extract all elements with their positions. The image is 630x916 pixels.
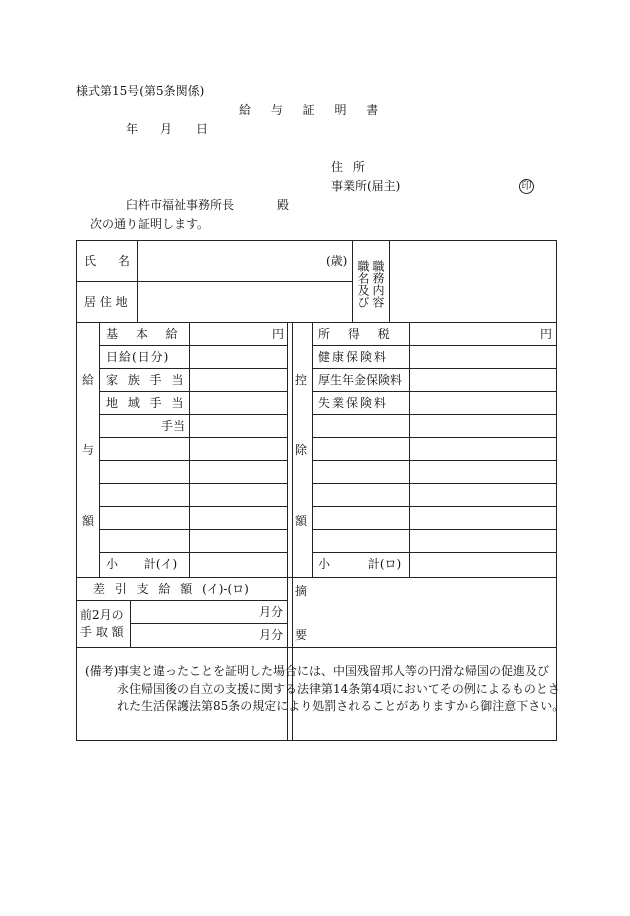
- rule: [312, 483, 556, 484]
- duties-field[interactable]: [392, 244, 554, 320]
- rule: [99, 460, 287, 461]
- document-title-text: 給 与 証 明 書: [239, 103, 379, 117]
- name-field[interactable]: [140, 244, 350, 279]
- note-line-3: れた生活保護法第85条の規定により処罰されることがありますから御注意下さい。: [117, 699, 565, 713]
- age-label: (歳): [326, 254, 348, 268]
- duties-label: [371, 254, 385, 314]
- rule: [312, 437, 556, 438]
- border-top: [76, 240, 557, 241]
- residence-field[interactable]: [140, 284, 350, 320]
- residence-label: 居 住 地: [84, 295, 128, 309]
- net-pay-label: 差 引 支 給 額 (イ)-(ロ): [93, 582, 249, 596]
- intro-text: 次の通り証明します。: [90, 217, 210, 231]
- salary-row-family: 家 族 手 当: [106, 373, 185, 387]
- rule: [312, 391, 556, 392]
- rule: [76, 600, 287, 601]
- rule: [312, 322, 313, 577]
- salary-row-basic-text: 基 本 給: [106, 327, 178, 341]
- name-label: 氏 名: [84, 254, 130, 268]
- deduction-row-pension: 厚生年金保険料: [318, 373, 403, 387]
- duties-label-text: 職務内容: [371, 260, 385, 308]
- rule: [352, 240, 353, 322]
- form-number: 様式第15号(第5条関係): [76, 84, 205, 98]
- rule: [99, 368, 287, 369]
- deduction-row-income-tax: 所 得 税: [318, 327, 390, 341]
- rule: [189, 322, 190, 577]
- rule: [409, 322, 410, 577]
- rule: [99, 437, 287, 438]
- note-line-2: 永住帰国後の自立の支援に関する法律第14条第4項においてその例によるものとさ: [117, 682, 560, 696]
- salary-section-label-1: 給: [82, 373, 95, 387]
- rule: [99, 552, 287, 553]
- rule: [99, 391, 287, 392]
- rule: [312, 368, 556, 369]
- prev-label-2: 手 取 額: [80, 625, 124, 639]
- salary-row-regional: 地 域 手 当: [106, 396, 185, 410]
- border-bottom: [76, 740, 557, 741]
- deduction-section-label-3: 額: [295, 514, 308, 528]
- salary-section-label-3: 額: [82, 514, 95, 528]
- salary-row-daily: 日給(日分): [106, 350, 170, 364]
- deduction-subtotal: 小 計(ロ): [318, 557, 402, 571]
- honorific: 殿: [277, 198, 290, 212]
- rule: [99, 483, 287, 484]
- rule: [99, 506, 287, 507]
- recipient: 臼杵市福祉事務所長: [126, 198, 235, 212]
- salary-section-label-2: 与: [82, 443, 95, 457]
- rule: [76, 281, 352, 282]
- rule: [99, 529, 287, 530]
- border-right: [556, 240, 557, 741]
- rule: [312, 506, 556, 507]
- date-month: 月: [160, 122, 173, 136]
- rule: [312, 552, 556, 553]
- rule: [99, 322, 100, 577]
- rule: [99, 345, 287, 346]
- remarks-label-2: 要: [295, 628, 308, 642]
- employer-label: 事業所(届主): [331, 179, 401, 193]
- note-line-1: 事実と違ったことを証明した場合には、中国残留邦人等の円滑な帰国の促進及び: [117, 664, 550, 678]
- salary-row-other: 手当: [161, 419, 186, 433]
- date-day: 日: [196, 122, 209, 136]
- rule: [99, 414, 287, 415]
- position-label-text: 職名及び: [356, 260, 370, 308]
- rule: [76, 577, 557, 578]
- note-label: (備考): [85, 664, 119, 678]
- deduction-section-label-2: 除: [295, 443, 308, 457]
- salary-unit: 円: [272, 327, 285, 341]
- rule: [312, 460, 556, 461]
- rule: [287, 322, 288, 741]
- document-title: [239, 104, 394, 116]
- salary-row-basic: [106, 328, 184, 340]
- rule: [312, 414, 556, 415]
- deduction-row-health: 健康保険料: [318, 350, 389, 364]
- rule: [312, 529, 556, 530]
- deduction-unit: 円: [540, 327, 553, 341]
- date-year: 年: [126, 122, 139, 136]
- rule: [312, 345, 556, 346]
- salary-subtotal: 小 計(イ): [106, 557, 178, 571]
- remarks-field[interactable]: [315, 580, 553, 644]
- position-label: [356, 254, 370, 314]
- seal-mark: 印: [519, 179, 534, 194]
- deduction-row-unemployment: 失業保険料: [318, 396, 389, 410]
- rule: [76, 647, 557, 648]
- remarks-label-1: 摘: [295, 584, 308, 598]
- month-unit-2: 月分: [259, 628, 284, 642]
- month-unit-1: 月分: [259, 605, 284, 619]
- rule: [130, 600, 131, 647]
- deduction-section-label-1: 控: [295, 373, 308, 387]
- border-left: [76, 240, 77, 741]
- rule: [76, 322, 557, 323]
- rule: [389, 240, 390, 322]
- rule: [292, 322, 293, 741]
- rule: [130, 623, 287, 624]
- prev-label-1: 前2月の: [80, 608, 124, 622]
- address-label: 住 所: [331, 160, 365, 174]
